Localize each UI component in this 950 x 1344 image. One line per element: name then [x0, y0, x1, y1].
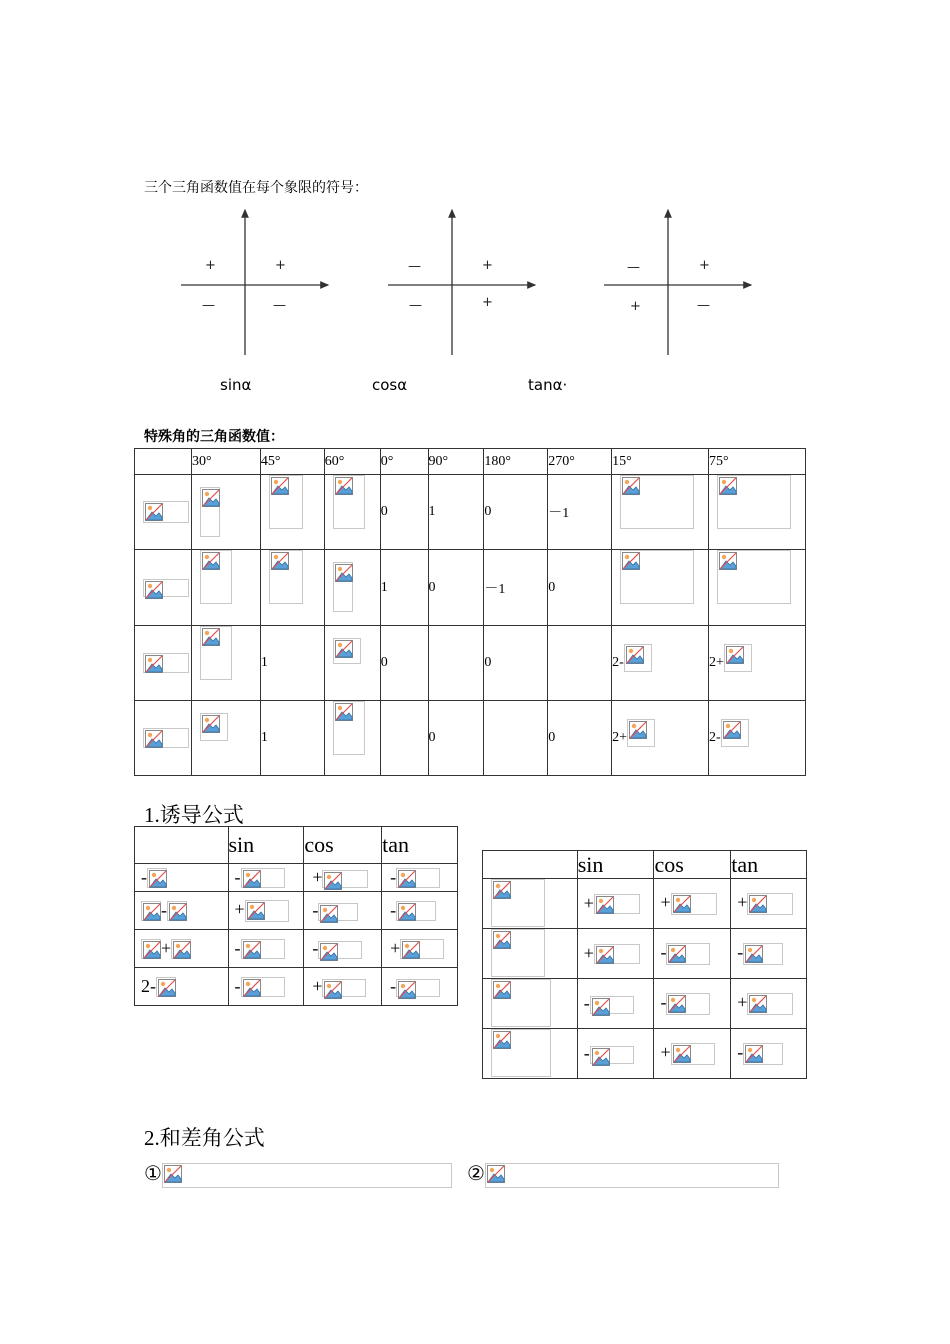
header-180: 180°: [484, 449, 548, 475]
table-row: [135, 864, 458, 892]
sign-text: -: [234, 866, 241, 887]
broken-image-icon: [594, 894, 640, 914]
sign-text: +: [390, 937, 401, 958]
header-90: 90°: [428, 449, 484, 475]
cos-q1-sign: +: [482, 258, 493, 273]
table-cell: [483, 979, 578, 1029]
header-cell: [135, 827, 229, 864]
induction-table-right: [482, 850, 807, 1079]
sin-axes: [181, 210, 328, 355]
broken-image-icon: [241, 977, 285, 997]
header-30: 30°: [191, 449, 260, 475]
table-cell: 0: [548, 701, 612, 776]
broken-image-icon: [721, 719, 749, 747]
cos-q3-sign: —: [409, 298, 422, 313]
broken-image-icon: [590, 996, 634, 1014]
table-cell: 0: [428, 701, 484, 776]
broken-image-icon: [747, 893, 793, 915]
tan-q4-sign: —: [697, 298, 710, 313]
sign-text: -: [583, 993, 590, 1013]
sign-text: +: [312, 867, 323, 887]
table-cell: [612, 701, 709, 776]
sign-text: -: [390, 866, 397, 887]
sign-text: -: [390, 976, 397, 996]
table-cell: [191, 701, 260, 776]
broken-image-icon: [200, 713, 228, 741]
broken-image-icon: [620, 475, 694, 529]
broken-image-icon: [156, 977, 176, 997]
table-cell: [654, 979, 731, 1029]
cos-q2-sign: —: [408, 259, 421, 274]
induction-left-header-row: [135, 827, 458, 864]
item-number: ②: [467, 1163, 485, 1185]
sign-text: -: [660, 942, 667, 963]
quadrant-diagrams: [0, 0, 950, 420]
table-cell: [612, 550, 709, 626]
broken-image-icon: [594, 944, 640, 964]
broken-image-icon: [245, 900, 289, 922]
broken-image-icon: [147, 868, 167, 888]
table-row: [483, 879, 807, 929]
table-cell: [577, 1029, 654, 1079]
cos-axes: [388, 210, 535, 355]
table-cell: [483, 879, 578, 929]
header-cos: cos: [304, 827, 382, 864]
sign-text: +: [737, 992, 748, 1013]
special-angle-table: [134, 448, 806, 776]
broken-image-icon: [743, 943, 783, 965]
table-row: [135, 968, 458, 1006]
cell-prefix: 2+: [709, 655, 724, 671]
header-45: 45°: [260, 449, 324, 475]
sign-text: +: [660, 1042, 671, 1063]
broken-image-icon: [396, 901, 436, 921]
table-cell: [324, 475, 380, 550]
broken-image-icon: [491, 879, 545, 927]
table-cell: －1: [484, 550, 548, 626]
sign-text: -: [161, 899, 167, 920]
table-cell: 0: [548, 550, 612, 626]
broken-image-icon: [322, 979, 366, 997]
broken-image-icon: [333, 701, 365, 755]
sign-text: -: [737, 942, 744, 963]
row-label-cell: [135, 475, 192, 550]
table-cell: [304, 930, 382, 968]
table-cell: [382, 864, 458, 892]
table-cell: [483, 929, 578, 979]
header-cell: [135, 449, 192, 475]
broken-image-icon: [590, 1046, 634, 1064]
sign-text: +: [234, 899, 245, 920]
special-header-row: [135, 449, 806, 475]
table-row: [483, 979, 807, 1029]
sign-text: -: [234, 975, 241, 996]
header-0: 0°: [380, 449, 428, 475]
broken-image-icon: [200, 626, 232, 680]
broken-image-icon: [241, 868, 285, 888]
table-cell: 1: [260, 701, 324, 776]
table-cell: 0: [428, 550, 484, 626]
broken-image-icon: [400, 939, 444, 959]
special-title: 特殊角的三角函数值：: [144, 429, 284, 445]
table-cell: [135, 892, 229, 930]
induction-title: 1.诱导公式: [144, 803, 244, 827]
table-cell: [135, 968, 229, 1006]
induction-table-left: [134, 826, 458, 1006]
sum-item-2: [467, 1161, 779, 1188]
sign-text: +: [583, 942, 594, 963]
table-cell: 0: [484, 626, 548, 701]
table-cell: －1: [548, 475, 612, 550]
broken-image-icon: [747, 993, 793, 1015]
header-270: 270°: [548, 449, 612, 475]
table-cell: [612, 475, 709, 550]
table-cell: [612, 626, 709, 701]
sign-text: -: [234, 937, 241, 958]
broken-image-icon: [620, 550, 694, 604]
broken-image-icon: [269, 475, 303, 529]
broken-image-icon: [396, 979, 440, 997]
broken-image-icon: [396, 868, 440, 888]
quadrant-title: 三个三角函数值在每个象限的符号：: [144, 180, 368, 196]
table-cell: [324, 626, 380, 701]
table-cell: [304, 892, 382, 930]
broken-image-icon: [724, 644, 752, 672]
table-cell: 1: [260, 626, 324, 701]
broken-image-icon: [491, 979, 551, 1027]
sign-text: -: [141, 866, 147, 887]
table-cell: [382, 892, 458, 930]
table-cell: [709, 550, 806, 626]
table-row: [483, 929, 807, 979]
table-cell: [382, 930, 458, 968]
sin-q1-sign: +: [275, 258, 286, 273]
table-cell: [304, 864, 382, 892]
table-cell: [483, 1029, 578, 1079]
broken-image-icon: [717, 550, 791, 604]
table-cell: [324, 701, 380, 776]
broken-image-icon: [200, 487, 220, 537]
broken-image-icon: [743, 1043, 783, 1065]
sin-q4-sign: —: [273, 298, 286, 313]
table-cell: [731, 929, 807, 979]
table-cell: [260, 475, 324, 550]
broken-image-icon: [167, 901, 187, 921]
sign-text: -: [737, 1042, 744, 1063]
broken-image-icon: [162, 1163, 452, 1188]
table-cell: [324, 550, 380, 626]
tan-q3-sign: +: [630, 299, 641, 314]
header-sin: sin: [577, 851, 654, 879]
sign-text: +: [660, 892, 671, 913]
table-row: [135, 701, 806, 776]
sum-item-1: [144, 1161, 452, 1188]
broken-image-icon: [671, 893, 717, 915]
table-cell: [709, 701, 806, 776]
sum-title: 2.和差角公式: [144, 1126, 265, 1150]
sin-q3-sign: —: [202, 298, 215, 313]
header-15: 15°: [612, 449, 709, 475]
table-cell: [304, 968, 382, 1006]
table-cell: [654, 929, 731, 979]
sign-text: -: [312, 938, 319, 958]
table-cell: 0: [484, 475, 548, 550]
table-row: [135, 892, 458, 930]
broken-image-icon: [717, 475, 791, 529]
broken-image-icon: [333, 475, 365, 529]
table-cell: 0: [380, 626, 428, 701]
table-cell: [577, 929, 654, 979]
row-label-cell: [135, 626, 192, 701]
broken-image-icon: [143, 579, 189, 597]
broken-image-icon: [627, 719, 655, 747]
sign-text: -: [390, 899, 397, 920]
table-cell: 1: [380, 550, 428, 626]
sign-text: +: [737, 892, 748, 913]
table-cell: [228, 864, 304, 892]
header-tan: tan: [382, 827, 458, 864]
cos-q4-sign: +: [482, 295, 493, 310]
broken-image-icon: [666, 943, 710, 965]
table-cell: [654, 879, 731, 929]
broken-image-icon: [318, 941, 362, 959]
header-75: 75°: [709, 449, 806, 475]
table-cell: [731, 879, 807, 929]
broken-image-icon: [141, 939, 161, 959]
header-cos: cos: [654, 851, 731, 879]
tan-label: tanα·: [528, 376, 568, 394]
sign-text: 2-: [141, 975, 156, 996]
table-cell: [484, 701, 548, 776]
broken-image-icon: [241, 939, 285, 959]
broken-image-icon: [269, 550, 303, 604]
table-row: [135, 626, 806, 701]
header-60: 60°: [324, 449, 380, 475]
table-cell: 0: [380, 475, 428, 550]
sign-text: -: [660, 992, 667, 1013]
broken-image-icon: [143, 653, 189, 673]
broken-image-icon: [624, 644, 652, 672]
item-number: ①: [144, 1163, 162, 1185]
table-row: [135, 550, 806, 626]
table-cell: [577, 979, 654, 1029]
tan-q2-sign: —: [627, 260, 640, 275]
table-cell: [709, 475, 806, 550]
table-cell: [260, 550, 324, 626]
table-cell: [135, 930, 229, 968]
table-cell: [577, 879, 654, 929]
broken-image-icon: [141, 901, 161, 921]
table-row: [135, 930, 458, 968]
broken-image-icon: [491, 1029, 551, 1077]
sign-text: -: [583, 1043, 590, 1063]
table-cell: [548, 626, 612, 701]
broken-image-icon: [491, 929, 545, 977]
table-cell: [654, 1029, 731, 1079]
broken-image-icon: [333, 638, 361, 664]
table-cell: [380, 701, 428, 776]
table-cell: [191, 626, 260, 701]
broken-image-icon: [485, 1163, 779, 1188]
sign-text: +: [161, 937, 172, 958]
sin-q2-sign: +: [205, 258, 216, 273]
induction-right-header-row: [483, 851, 807, 879]
broken-image-icon: [143, 728, 189, 748]
row-label-cell: [135, 701, 192, 776]
broken-image-icon: [666, 993, 710, 1015]
header-sin: sin: [228, 827, 304, 864]
tan-axes: [604, 210, 751, 355]
row-label-cell: [135, 550, 192, 626]
table-cell: [731, 1029, 807, 1079]
sign-text: +: [583, 892, 594, 913]
table-row: [483, 1029, 807, 1079]
broken-image-icon: [671, 1043, 715, 1065]
cos-label: cosα: [372, 376, 408, 394]
table-cell: [191, 550, 260, 626]
table-cell: [191, 475, 260, 550]
broken-image-icon: [318, 903, 358, 921]
table-cell: [382, 968, 458, 1006]
tan-q1-sign: +: [699, 258, 710, 273]
table-row: [135, 475, 806, 550]
table-cell: [709, 626, 806, 701]
cell-prefix: 2-: [612, 655, 624, 671]
cell-prefix: 2+: [612, 730, 627, 746]
table-cell: [228, 968, 304, 1006]
table-cell: [228, 892, 304, 930]
sign-text: +: [312, 976, 323, 996]
sin-label: sinα: [220, 376, 252, 394]
cell-prefix: 2-: [709, 730, 721, 746]
table-cell: 1: [428, 475, 484, 550]
table-cell: [731, 979, 807, 1029]
table-cell: [228, 930, 304, 968]
broken-image-icon: [171, 939, 191, 959]
broken-image-icon: [200, 550, 232, 604]
table-cell: [135, 864, 229, 892]
header-cell: [483, 851, 578, 879]
sign-text: -: [312, 900, 319, 920]
broken-image-icon: [322, 870, 368, 888]
broken-image-icon: [333, 562, 353, 612]
broken-image-icon: [143, 501, 189, 523]
header-tan: tan: [731, 851, 807, 879]
table-cell: [428, 626, 484, 701]
